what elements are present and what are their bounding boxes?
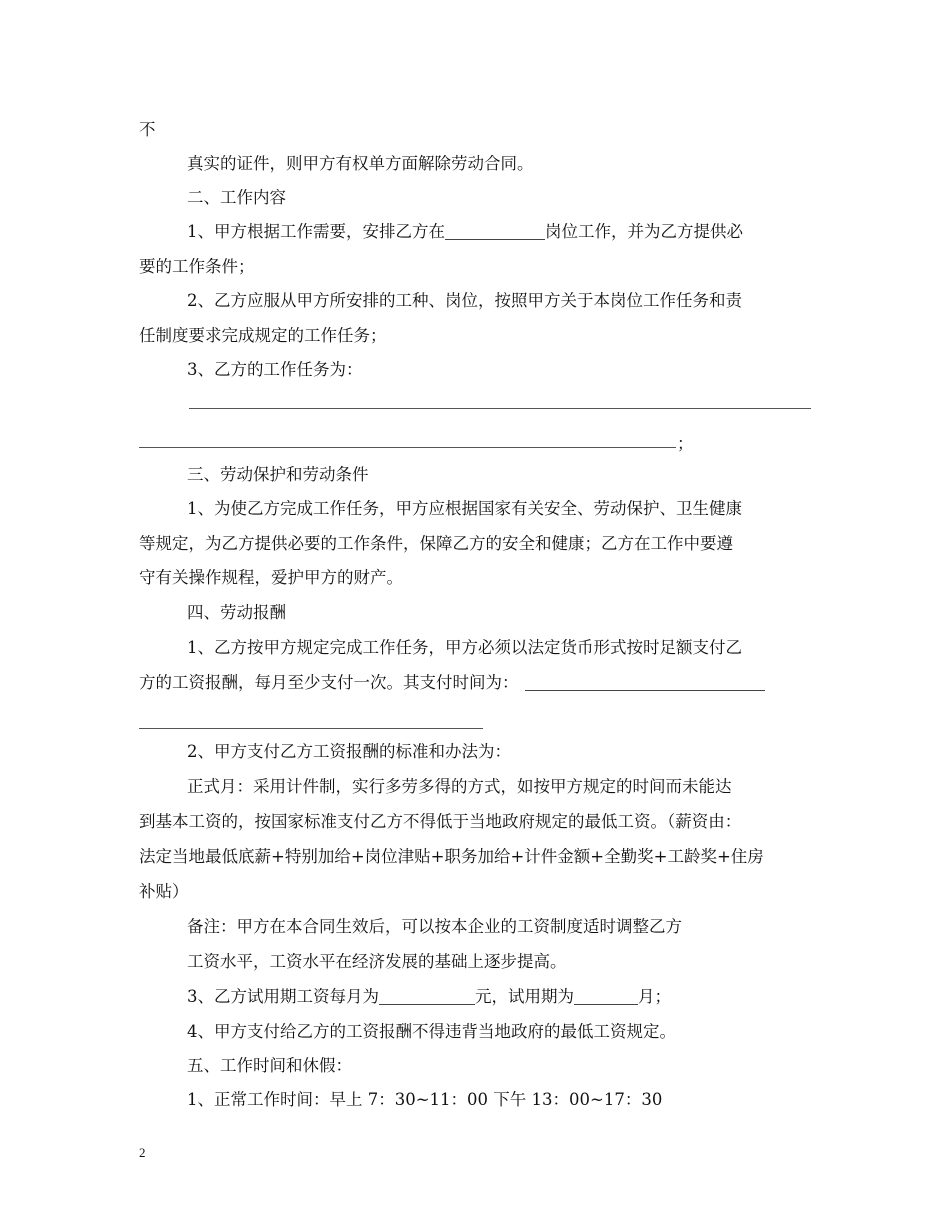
text-line: 补贴） <box>139 882 189 901</box>
blank-field-pay-time-continued <box>139 728 483 729</box>
text-line: 3、乙方的工作任务为： <box>187 360 363 379</box>
text-line: 守有关操作规程，爱护甲方的财产。 <box>139 568 403 587</box>
blank-field-task-line <box>189 408 811 409</box>
text-line: ； <box>677 434 694 453</box>
text-line <box>139 671 765 695</box>
text-line: 工资水平，工资水平在经济发展的基础上逐步提高。 <box>187 952 567 971</box>
page-number: 2 <box>139 1145 146 1160</box>
text-line: 1、为使乙方完成工作任务，甲方应根据国家有关安全、劳动保护、卫生健康 <box>187 499 742 518</box>
section-heading-work-content: 二、工作内容 <box>187 188 286 207</box>
text-line: 备注：甲方在本合同生效后，可以按本企业的工资制度适时调整乙方 <box>187 917 682 936</box>
blank-field-probation-wage <box>379 986 475 1005</box>
text-fragment: 月； <box>638 987 671 1006</box>
text-line: 法定当地最低底薪+特别加给+岗位津贴+职务加给+计件金额+全勤奖+工龄奖+住房 <box>139 847 764 866</box>
text-line: 等规定，为乙方提供必要的工作条件，保障乙方的安全和健康；乙方在工作中要遵 <box>139 534 733 553</box>
text-fragment: 3、乙方试用期工资每月为 <box>187 987 379 1006</box>
text-fragment: 方的工资报酬，每月至少支付一次。其支付时间为： <box>139 673 519 692</box>
text-line: 不 <box>139 120 156 139</box>
section-heading-remuneration: 四、劳动报酬 <box>187 603 286 622</box>
text-line: 真实的证件，则甲方有权单方面解除劳动合同。 <box>187 154 534 173</box>
text-line: 要的工作条件； <box>139 257 255 276</box>
text-line <box>187 220 743 244</box>
blank-field-position <box>445 221 545 240</box>
text-line: 4、甲方支付给乙方的工资报酬不得违背当地政府的最低工资规定。 <box>187 1022 676 1041</box>
section-heading-working-hours: 五、工作时间和休假： <box>187 1056 352 1075</box>
blank-field-task-line <box>139 447 676 448</box>
section-heading-labor-protection: 三、劳动保护和劳动条件 <box>187 465 369 484</box>
text-fragment: 元，试用期为 <box>475 987 574 1006</box>
text-fragment: 1、甲方根据工作需要，安排乙方在 <box>187 222 445 241</box>
blank-field-probation-period <box>574 986 638 1005</box>
text-line: 1、正常工作时间：早上 7：30~11：00 下午 13：00~17：30 <box>187 1090 663 1109</box>
text-line: 1、乙方按甲方规定完成工作任务，甲方必须以法定货币形式按时足额支付乙 <box>187 638 742 657</box>
text-line: 任制度要求完成规定的工作任务； <box>139 326 387 345</box>
text-line: 正式月：采用计件制，实行多劳多得的方式，如按甲方规定的时间而未能达 <box>187 777 732 796</box>
text-line: 2、乙方应服从甲方所安排的工种、岗位，按照甲方关于本岗位工作任务和责 <box>187 291 742 310</box>
text-fragment: 岗位工作，并为乙方提供必 <box>545 222 743 241</box>
blank-field-pay-time <box>525 672 765 691</box>
text-line: 到基本工资的，按国家标准支付乙方不得低于当地政府规定的最低工资。（薪资由： <box>139 812 742 831</box>
text-line <box>187 985 671 1009</box>
text-line: 2、甲方支付乙方工资报酬的标准和办法为： <box>187 742 511 761</box>
